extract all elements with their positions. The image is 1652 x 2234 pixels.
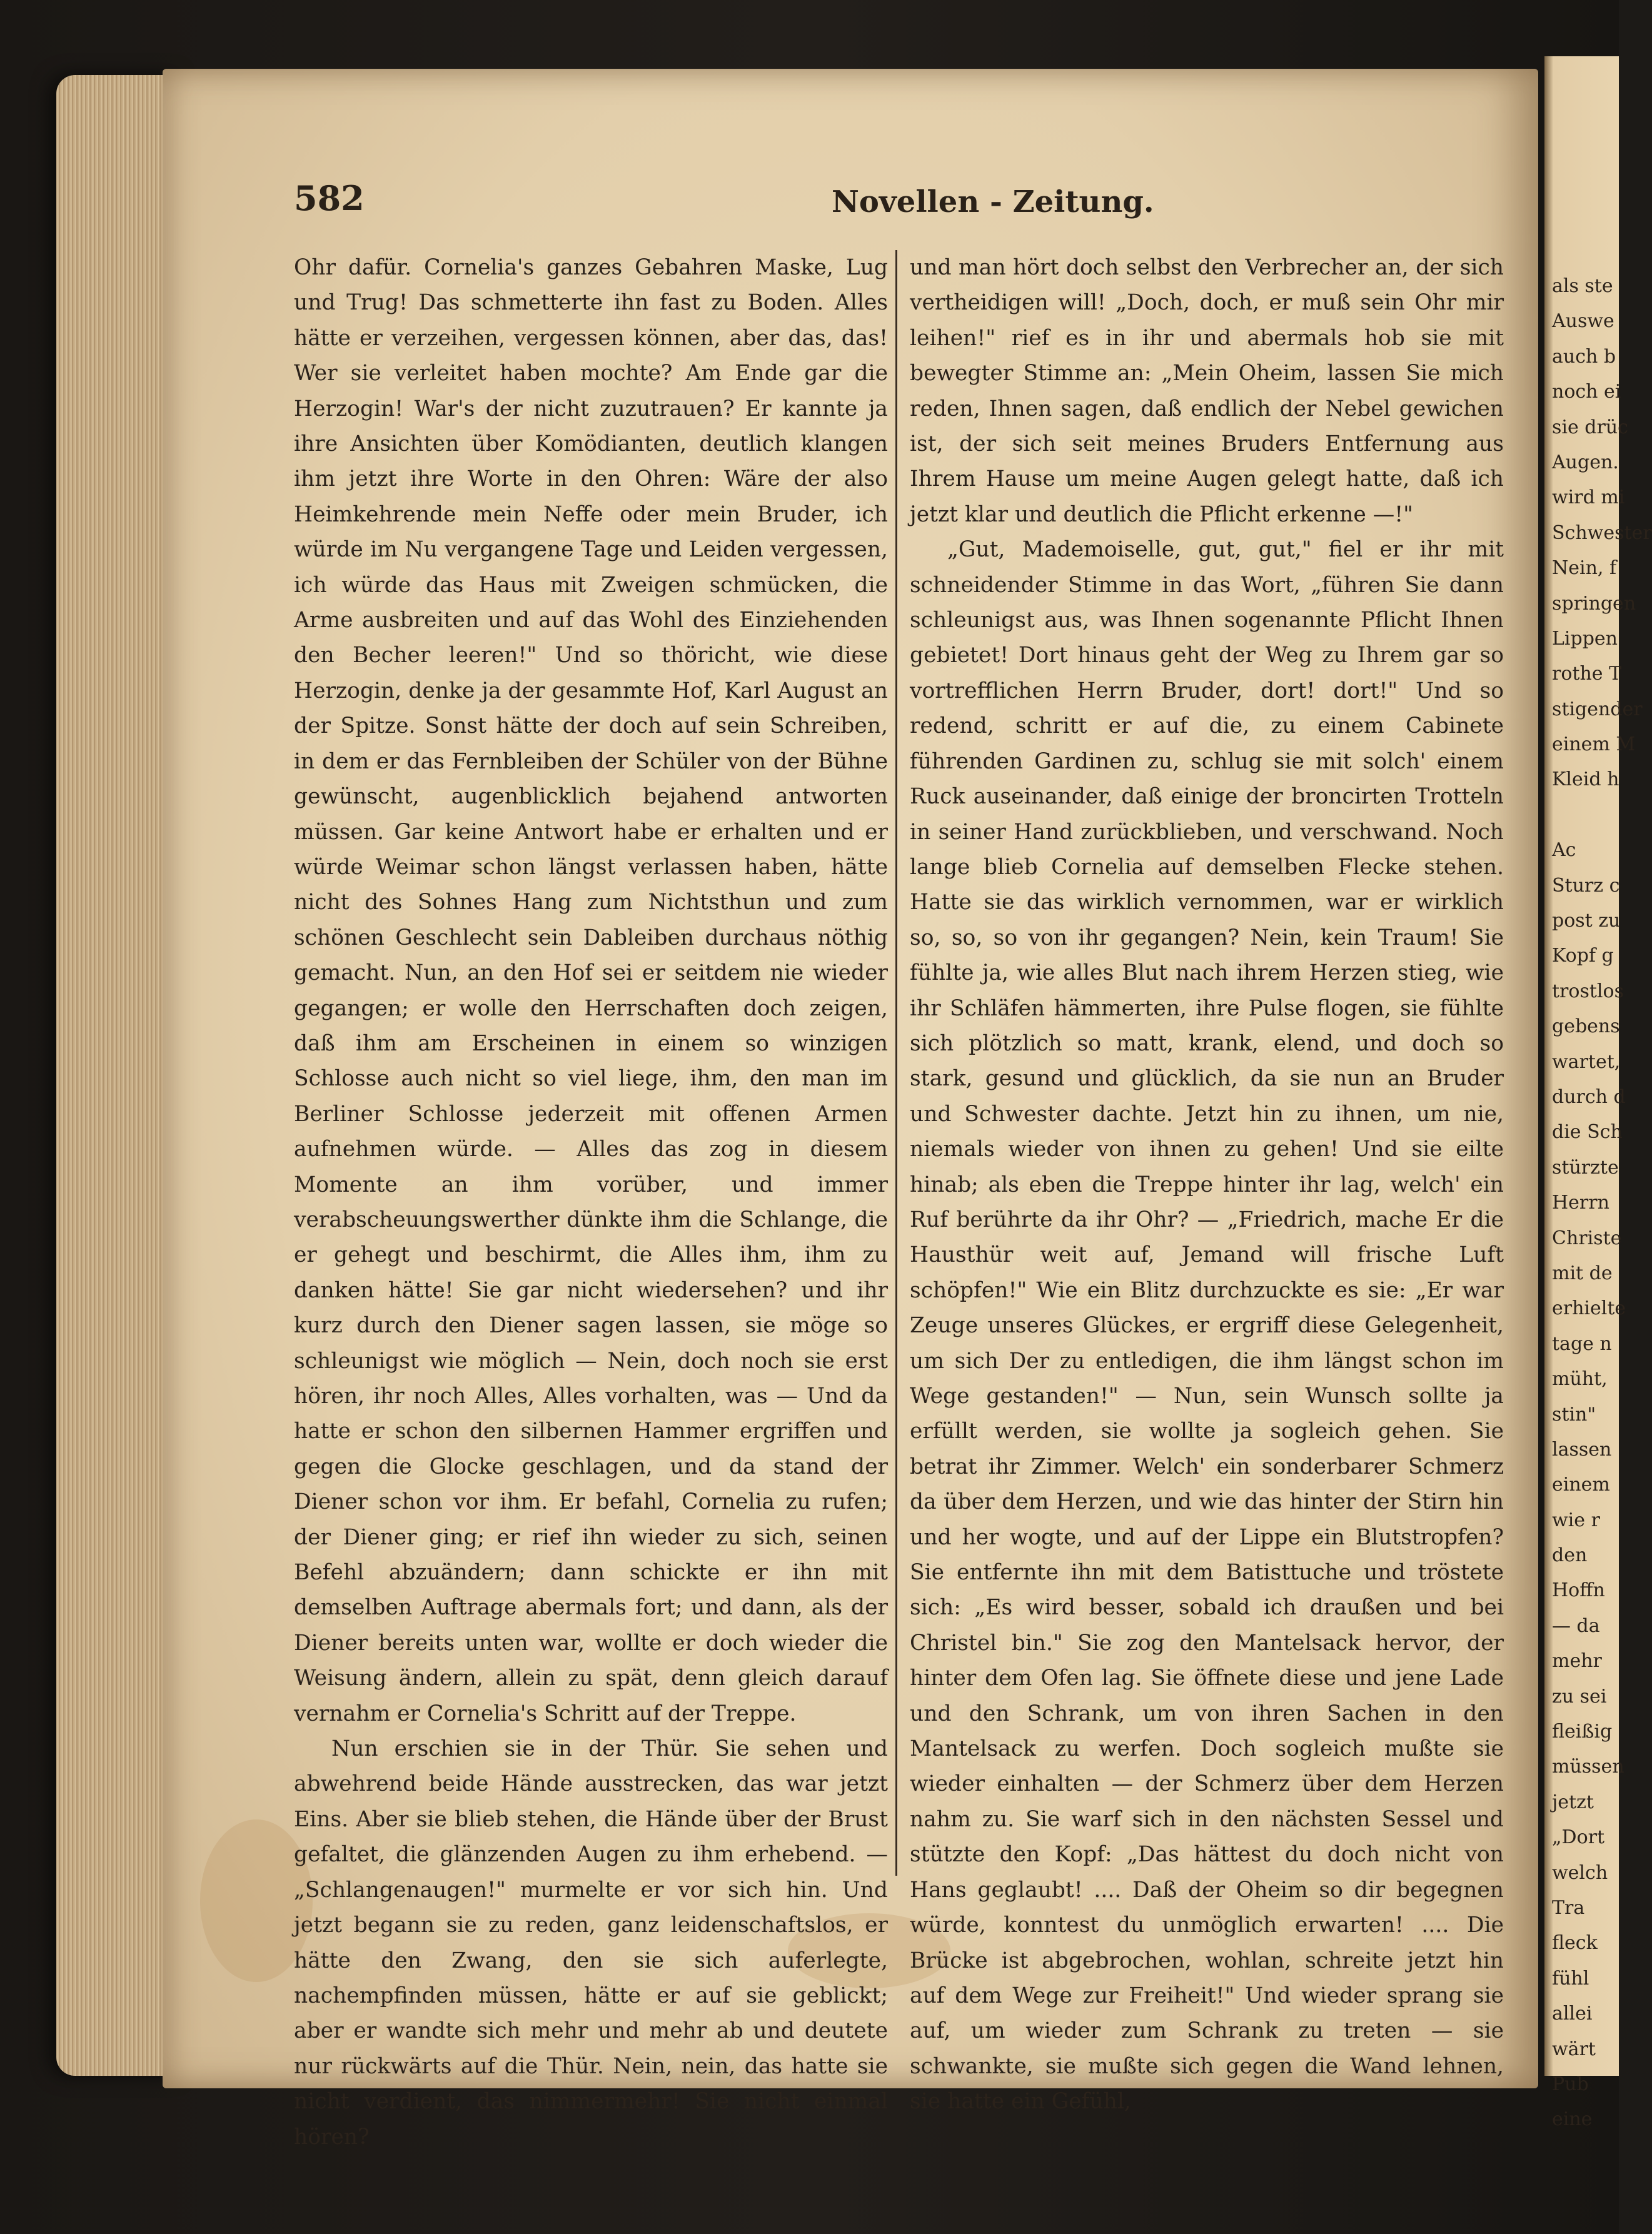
next-page-line: noch ei (1552, 381, 1621, 403)
column-divider (895, 250, 897, 1876)
next-page-line: Nein, f (1552, 557, 1617, 580)
next-page-line: springen (1552, 592, 1636, 615)
next-page-line: Kleid h (1552, 768, 1619, 791)
next-page-edge (1544, 56, 1652, 2131)
next-page-line: wartet, (1552, 1050, 1621, 1073)
next-page-line: jetzt (1552, 1791, 1594, 1813)
next-page-line: lassen (1552, 1438, 1612, 1461)
next-page-line: — da (1552, 1614, 1600, 1637)
next-page-line: wie r (1552, 1509, 1600, 1531)
next-page-line: als ste (1552, 275, 1613, 297)
next-page-line: Kopf g (1552, 945, 1614, 967)
next-page-line: zu sei (1552, 1685, 1607, 1708)
next-page-line: wird mi (1552, 486, 1625, 509)
next-page-line: eine (1552, 2108, 1593, 2131)
next-page-line: die Sch (1552, 1121, 1623, 1144)
next-page-line: Ac (1552, 839, 1576, 862)
paragraph: Ohr dafür. Cornelia's ganzes Gebahren Maske, Lug und Trug! Das schmetterte ihn fast zu Boden. Alles hätte er verzeihen, vergessen können, aber das, das! Wer sie verleitet haben mochte? Am Ende gar die Herzogin! War's der nicht zuzutrauen? Er kannte ja ihre Ansichten über Komödianten, deutlich klangen ihm jetzt ihre Worte in den Ohren: Wäre der also Heimkehrende mein Neffe oder mein Bruder, ich würde im Nu vergangene Tage und Leiden vergessen, ich würde das Haus mit Zweigen schmücken, die Arme ausbreiten und auf das Wohl des Einziehenden den Becher leeren!" Und so thöricht, wie diese Herzogin, denke ja der gesammte Hof, Karl August an der Spitze. Sonst hätte der doch auf sein Schreiben, in dem er das Fernbleiben der Schüler von der Bühne gewünscht, augenblicklich bejahend antworten müssen. Gar keine Antwort habe er erhalten und er würde Weimar schon längst verlassen haben, hätte nicht des Sohnes Hang zum Nichtsthun und zum schönen Geschlecht sein Dableiben durchaus nöthig gemacht. Nun, an den Hof sei er seitdem nie wieder gegangen; er wolle den Herrschaften doch zeigen, daß ihm am Erscheinen in einem so winzigen Schlosse auch nicht so viel liege, ihm, den man im Berliner Schlosse jederzeit mit offenen Armen aufnehmen würde. — Alles das zog in diesem Momente an ihm vorüber, und immer verabscheuungswerther dünkte ihm die Schlange, die er gehegt und beschirmt, die Alles ihm, ihm zu danken hätte! Sie gar nicht wiedersehen? und ihr kurz durch den Diener sagen lassen, sie möge so schleunigst wie möglich — Nein, doch noch sie erst hören, ihr noch Alles, Alles vorhalten, was — Und da hatte er schon den silbernen Hammer ergriffen und gegen die Glocke geschlagen, und da stand der Diener schon vor ihm. Er befahl, Cornelia zu rufen; der Diener ging; er rief ihn wieder zu sich, seinen Befehl abzuändern; dann schickte er ihn mit demselben Auftrage abermals fort; und dann, als der Diener bereits unten war, wollte er doch wieder die Weisung ändern, allein zu spät, denn gleich darauf vernahm er Cornelia's Schritt auf der Treppe. (294, 255, 888, 1726)
next-page-line: Hoffn (1552, 1579, 1605, 1602)
paragraph: „Gut, Mademoiselle, gut, gut," fiel er ihr mit schneidender Stimme in das Wort, „führen Sie dann schleunigst aus, was Ihnen sogenannte Pflicht Ihnen gebietet! Dort hinaus geht der Weg zu Ihrem gar so vortrefflichen Herrn Bruder, dort! dort!" Und so redend, schritt er auf die, zu einem Cabinete führenden Gardinen zu, schlug sie mit solch' einem Ruck auseinander, daß einige der broncirten Trotteln in seiner Hand zurückblieben, und verschwand. Noch lange blieb Cornelia auf demselben Flecke stehen. Hatte sie das wirklich vernommen, war er wirklich so, so, so von ihr gegangen? Nein, kein Traum! Sie fühlte ja, wie alles Blut nach ihrem Herzen stieg, wie ihr Schläfen hämmerten, ihre Pulse flogen, sie fühlte sich plötzlich so matt, krank, elend, und doch so stark, gesund und glücklich, da sie nun an Bruder und Schwester dachte. Jetzt hin zu ihnen, um nie, niemals wieder von ihnen zu gehen! Und sie eilte hinab; als eben die Treppe hinter ihr lag, welch' ein Ruf berührte da ihr Ohr? — „Friedrich, mache Er die Hausthür weit auf, Jemand will frische Luft schöpfen!" Wie ein Blitz durchzuckte es sie: „Er war Zeuge unseres Glückes, er ergriff diese Gelegenheit, um sich Der zu entledigen, die ihm längst schon im Wege gestanden!" — Nun, sein Wunsch sollte ja erfüllt werden, sie wollte ja sogleich gehen. Sie betrat ihr Zimmer. Welch' ein sonderbarer Schmerz da über dem Herzen, und wie das hinter der Stirn hin und her wogte, und auf der Lippe ein Blutstropfen? Sie entfernte ihn mit dem Batisttuche und tröstete sich: „Es wird besser, sobald ich draußen und bei Christel bin." Sie zog den Mantelsack hervor, der hinter dem Ofen lag. Sie öffnete diese und jene Lade und den Schrank, um von ihren Sachen in den Mantelsack zu werfen. Doch sogleich mußte sie wieder einhalten — der Schmerz über dem Herzen nahm zu. Sie warf sich in den nächsten Sessel und stützte den Kopf: „Das hättest du doch nicht von Hans geglaubt! .... Daß der Oheim so dir begegnen würde, konntest du unmöglich erwarten! .... Die Brücke ist abgebrochen, wohlan, schreite jetzt hin auf dem Wege zur Freiheit!" Und wieder sprang sie auf, um wieder zum Schrank zu treten — sie schwankte, sie mußte sich gegen die Wand lehnen, sie hatte ein Gefühl, (910, 537, 1504, 2115)
next-page-line: wärt (1552, 2038, 1596, 2060)
next-page-line: Augen. (1552, 451, 1619, 473)
next-page-line: erhielte (1552, 1297, 1626, 1320)
next-page-line: tage n (1552, 1332, 1612, 1355)
next-page-line: durch d (1552, 1085, 1626, 1108)
next-page-line: stürzte (1552, 1156, 1619, 1179)
next-page-line (1552, 798, 1652, 833)
next-page-line: müht, (1552, 1368, 1608, 1391)
journal-title: Novellen - Zeitung. (832, 184, 1154, 219)
next-page-line: einem (1552, 1474, 1610, 1496)
next-page-line: gebens (1552, 1015, 1620, 1038)
page-number: 582 (294, 178, 365, 218)
next-page-line: fleck (1552, 1932, 1598, 1955)
next-page-line: „Dort (1552, 1826, 1605, 1849)
next-page-line: Tra (1552, 1896, 1585, 1919)
next-page-line: allei (1552, 2003, 1593, 2025)
next-page-fragments (1552, 269, 1652, 2138)
next-page-line: stin" (1552, 1403, 1596, 1426)
next-page-line: Sturz c (1552, 874, 1620, 897)
next-page-line: Auswe (1552, 310, 1614, 333)
text-column-right (910, 250, 1504, 2120)
next-page-line: trostlos (1552, 980, 1624, 1002)
next-page-line: auch b (1552, 345, 1616, 368)
text-column-left (294, 250, 888, 2155)
running-header (294, 178, 1154, 234)
next-page-line: Pub (1552, 2073, 1589, 2095)
next-page-line: den (1552, 1544, 1588, 1567)
next-page-line: Christe (1552, 1227, 1622, 1249)
next-page-line: rothe T (1552, 663, 1622, 685)
next-page-line: mit de (1552, 1262, 1613, 1284)
next-page-line: Lippen (1552, 627, 1618, 650)
next-page-line: einem M (1552, 733, 1636, 756)
paragraph: und man hört doch selbst den Verbrecher an, der sich vertheidigen will! „Doch, doch, er muß sein Ohr mir leihen!" rief es in ihr und abermals hob sie mit bewegter Stimme an: „Mein Oheim, lassen Sie mich reden, Ihnen sagen, daß endlich der Nebel gewichen ist, der sich seit meines Bruders Entfernung aus Ihrem Hause um meine Augen gelegt hatte, daß ich jetzt klar und deutlich die Pflicht erkenne —!" (910, 255, 1504, 527)
next-page-line: fühl (1552, 1967, 1589, 1990)
next-page-line: Herrn (1552, 1192, 1609, 1214)
next-page-line: stigender (1552, 698, 1643, 720)
paragraph: Nun erschien sie in der Thür. Sie sehen und abwehrend beide Hände ausstrecken, das war jetzt Eins. Aber sie blieb stehen, die Hände über der Brust gefaltet, die glänzenden Augen zu ihm erhebend. — „Schlangenaugen!" murmelte er vor sich hin. Und jetzt begann sie zu reden, ganz leidenschaftslos, er hätte den Zwang, den sie sich auferlegte, nachempfinden müssen, hätte er auf sie geblickt; aber er wandte sich mehr und mehr ab und deutete nur rückwärts auf die Thür. Nein, nein, das hatte sie nicht verdient, das nimmermehr! Sie nicht einmal hören? (294, 1736, 888, 2150)
next-page-line: mehr (1552, 1650, 1602, 1673)
next-page-line: welch (1552, 1861, 1608, 1884)
next-page-line: Schwester (1552, 521, 1652, 544)
next-page-line: fleißig (1552, 1721, 1613, 1743)
next-page-line: post zu (1552, 910, 1621, 932)
next-page-line: müssen (1552, 1756, 1624, 1778)
next-page-line: sie drüc (1552, 416, 1628, 438)
